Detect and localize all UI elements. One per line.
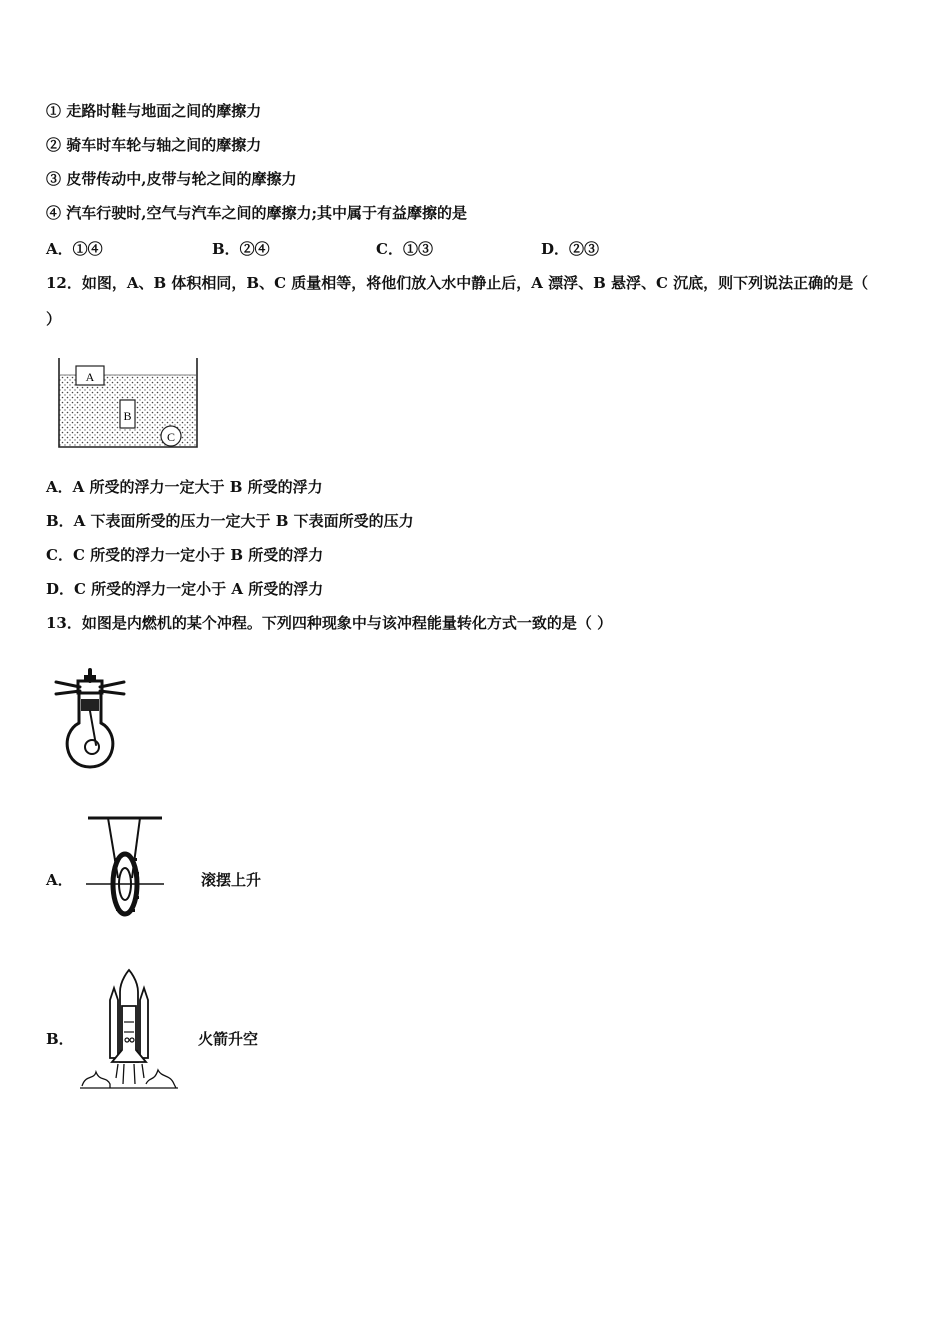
q13-option-b-caption: 火箭升空 xyxy=(198,1030,259,1048)
q11-item-2: ② 骑车时车轮与轴之间的摩擦力 xyxy=(46,136,262,154)
q11-option-d[interactable]: D．②③ xyxy=(541,240,600,258)
q12-option-b[interactable]: B．A 下表面所受的压力一定大于 B 下表面所受的压力 xyxy=(46,512,414,530)
q12-option-d[interactable]: D．C 所受的浮力一定小于 A 所受的浮力 xyxy=(46,580,324,598)
water-tank-figure xyxy=(56,356,202,450)
q11-options xyxy=(46,238,646,258)
q13-option-b-label[interactable]: B． xyxy=(46,1030,74,1048)
block-a xyxy=(76,366,104,385)
q11-item-3: ③ 皮带传动中,皮带与轮之间的摩擦力 xyxy=(46,170,297,188)
ball-c-label: C xyxy=(166,430,176,444)
q13-option-a-caption: 滚摆上升 xyxy=(201,871,262,889)
q13-stem: 13．如图是内燃机的某个冲程。下列四种现象中与该冲程能量转化方式一致的是（ ） xyxy=(46,614,613,632)
q12-stem: 12．如图，A、B 体积相同，B、C 质量相等，将他们放入水中静止后，A 漂浮、B 悬浮、C 沉底，则下列说法正确的是（ xyxy=(46,274,869,292)
q12-option-c[interactable]: C．C 所受的浮力一定小于 B 所受的浮力 xyxy=(46,546,324,564)
q12-stem-end: ） xyxy=(46,310,62,328)
rolling-pendulum-figure xyxy=(84,814,166,920)
q12-option-a[interactable]: A．A 所受的浮力一定大于 B 所受的浮力 xyxy=(46,478,323,496)
engine-cylinder-figure xyxy=(50,667,130,773)
block-a-label: A xyxy=(85,370,95,384)
rocket-figure xyxy=(80,966,178,1090)
block-b-label: B xyxy=(123,409,132,423)
q13-option-a-label[interactable]: A． xyxy=(46,871,73,889)
q11-item-4: ④ 汽车行驶时,空气与汽车之间的摩擦力;其中属于有益摩擦的是 xyxy=(46,204,467,222)
block-b xyxy=(120,400,135,428)
q11-option-c[interactable]: C．①③ xyxy=(376,240,433,258)
q11-option-a[interactable]: A．①④ xyxy=(46,240,103,258)
q11-item-1: ① 走路时鞋与地面之间的摩擦力 xyxy=(46,102,262,120)
q11-option-b[interactable]: B．②④ xyxy=(212,240,270,258)
ball-c xyxy=(161,426,181,446)
